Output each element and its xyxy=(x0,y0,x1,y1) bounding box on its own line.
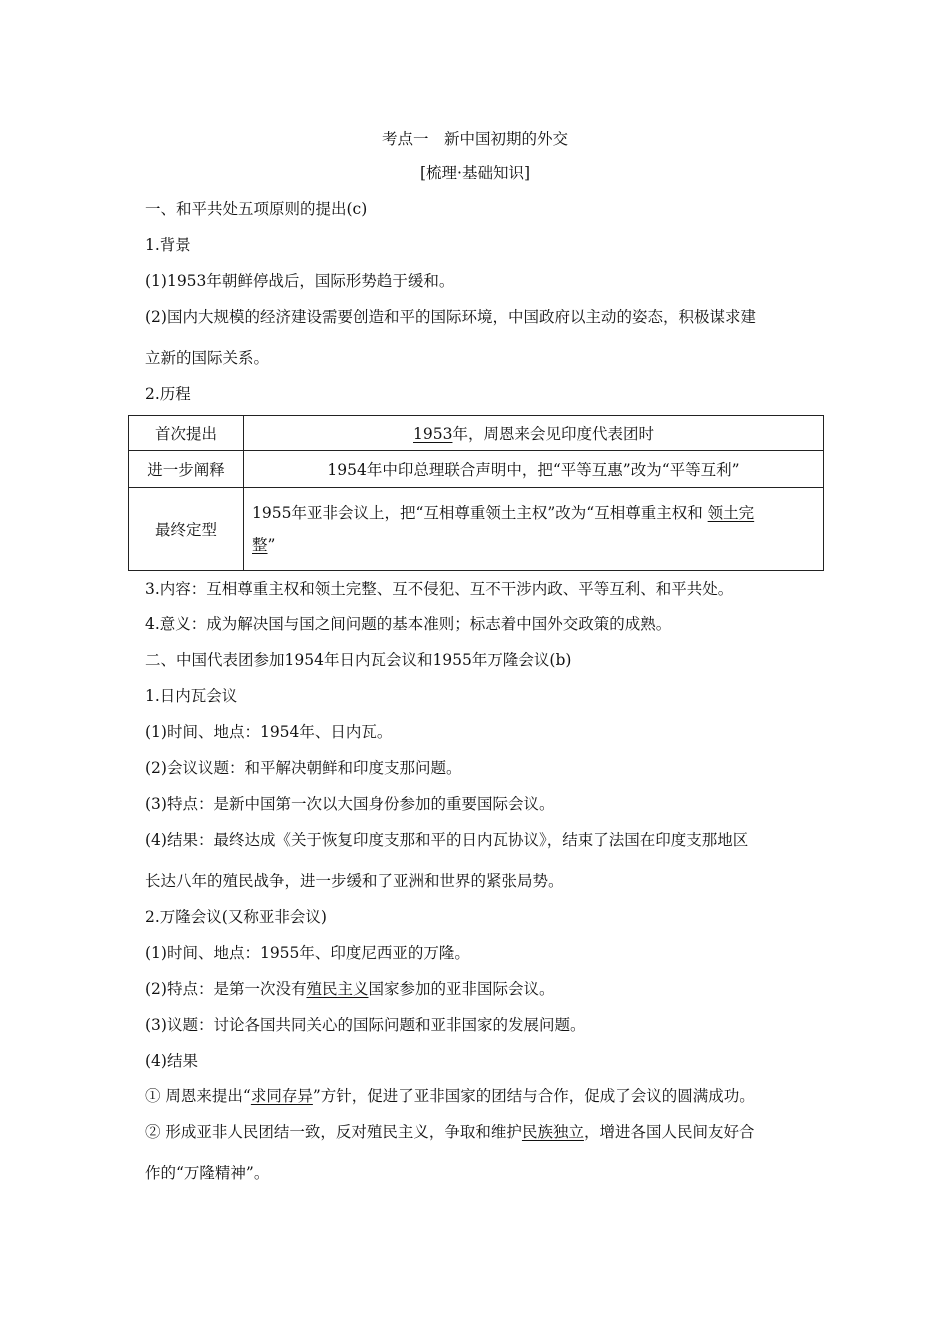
background-item-2-line-1: (2)国内大规模的经济建设需要创造和平的国际环境，中国政府以主动的姿态，积极谋求建 xyxy=(145,308,756,326)
section-2-heading: 二、中国代表团参加1954年日内瓦会议和1955年万隆会议(b) xyxy=(145,651,572,669)
underlined-answer: 1953 xyxy=(413,425,453,443)
result-1 xyxy=(145,1085,825,1107)
meaning-item: 4.意义：成为解决国与国之间问题的基本准则；标志着中国外交政策的成熟。 xyxy=(145,615,672,633)
bandung-item-4: (4)结果 xyxy=(145,1052,198,1070)
geneva-item-2: (2)会议议题：和平解决朝鲜和印度支那问题。 xyxy=(145,759,462,777)
table-key-cell: 进一步阐释 xyxy=(129,451,244,488)
text-segment: ，增进各国人民间友好合 xyxy=(583,1123,755,1141)
text-segment: ① 周恩来提出“ xyxy=(145,1087,251,1105)
table-key-cell: 首次提出 xyxy=(129,416,244,451)
underlined-answer: 求同存异 xyxy=(250,1087,313,1105)
text-segment: 国家参加的亚非国际会议。 xyxy=(368,980,555,998)
table-value-text: ” xyxy=(267,536,276,554)
section-1-heading: 一、和平共处五项原则的提出(c) xyxy=(145,200,368,218)
geneva-title: 1.日内瓦会议 xyxy=(145,687,238,705)
bandung-item-3: (3)议题：讨论各国共同关心的国际问题和亚非国家的发展问题。 xyxy=(145,1016,586,1034)
underlined-answer: 民族独立 xyxy=(521,1123,584,1141)
result-2-line-2: 作的“万隆精神”。 xyxy=(145,1164,270,1182)
text-segment: ”方针，促进了亚非国家的团结与合作，促成了会议的圆满成功。 xyxy=(312,1087,755,1105)
geneva-item-1: (1)时间、地点：1954年、日内瓦。 xyxy=(145,723,393,741)
underlined-answer: 整 xyxy=(252,536,268,554)
table-row xyxy=(129,416,824,451)
underlined-answer: 领土完 xyxy=(707,504,755,522)
history-title: 2.历程 xyxy=(145,385,191,403)
background-title: 1.背景 xyxy=(145,236,191,254)
bandung-item-2 xyxy=(145,978,825,1000)
bandung-item-1: (1)时间、地点：1955年、印度尼西亚的万隆。 xyxy=(145,944,470,962)
bandung-title: 2.万隆会议(又称亚非会议) xyxy=(145,908,327,926)
text-segment: (2)特点：是第一次没有 xyxy=(145,980,307,998)
geneva-item-4-line-1: (4)结果：最终达成《关于恢复印度支那和平的日内瓦协议》，结束了法国在印度支那地区 xyxy=(145,831,749,849)
table-value-cell xyxy=(244,488,824,571)
text-segment: ② 形成亚非人民团结一致，反对殖民主义，争取和维护 xyxy=(145,1123,522,1141)
page-title: 考点一 新中国初期的外交 xyxy=(381,130,568,148)
table-value-text: 年，周恩来会见印度代表团时 xyxy=(452,425,654,443)
history-table xyxy=(128,415,824,571)
table-key-cell: 最终定型 xyxy=(129,488,244,571)
geneva-item-4-line-2: 长达八年的殖民战争，进一步缓和了亚洲和世界的紧张局势。 xyxy=(145,872,564,890)
page-subtitle: [梳理·基础知识] xyxy=(419,164,531,182)
table-row xyxy=(129,451,824,488)
background-item-1: (1)1953年朝鲜停战后，国际形势趋于缓和。 xyxy=(145,272,455,290)
table-value-text: 1955年亚非会议上，把“互相尊重领土主权”改为“互相尊重主权和 xyxy=(252,504,708,522)
geneva-item-3: (3)特点：是新中国第一次以大国身份参加的重要国际会议。 xyxy=(145,795,555,813)
result-2-line-1 xyxy=(145,1121,825,1143)
table-value-cell xyxy=(244,416,824,451)
table-value-cell: 1954年中印总理联合声明中，把“平等互惠”改为“平等互利” xyxy=(244,451,824,488)
background-item-2-line-2: 立新的国际关系。 xyxy=(145,349,270,367)
underlined-answer: 殖民主义 xyxy=(306,980,369,998)
table-row xyxy=(129,488,824,571)
content-item: 3.内容：互相尊重主权和领土完整、互不侵犯、互不干涉内政、平等互利、和平共处。 xyxy=(145,580,734,598)
